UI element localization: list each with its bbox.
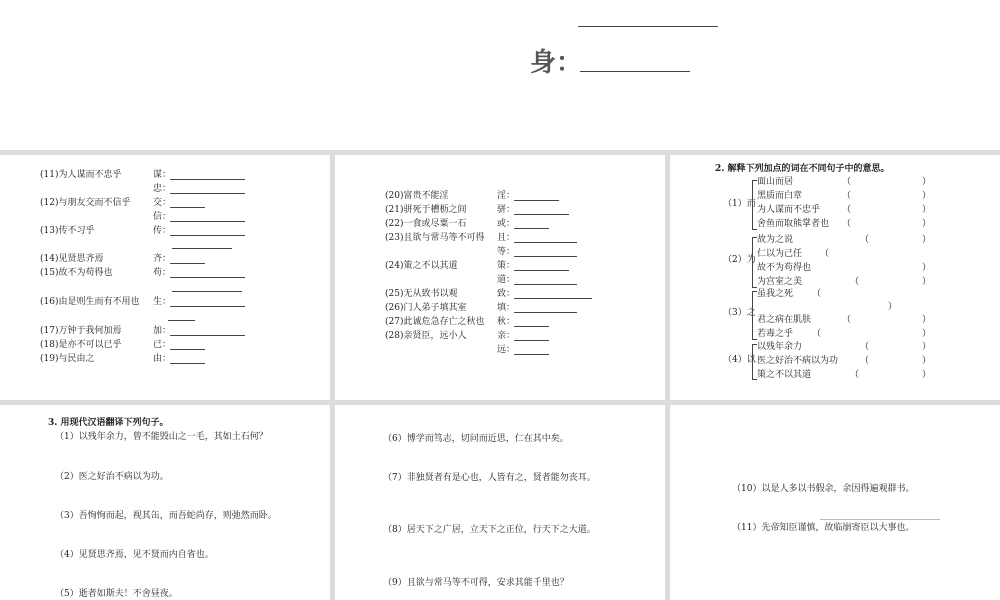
key-label: 已：	[153, 340, 172, 350]
question-text: (13)传不习乎	[40, 226, 95, 236]
key-label: 填：	[497, 303, 516, 313]
paren-close: ）	[922, 277, 932, 287]
answer-blank[interactable]	[170, 335, 245, 336]
translation-panel-3	[670, 405, 1000, 600]
key-label: 苟：	[153, 268, 172, 278]
translation-item: （7）非独贤者有是心也，人皆有之，贤者能勿丧耳。	[383, 473, 596, 483]
question-text: (19)与民由之	[40, 354, 95, 364]
example-sentence: 以残年余力	[757, 342, 803, 352]
question-text: (28)亲贤臣，远小人	[385, 331, 467, 341]
answer-blank[interactable]	[170, 349, 205, 350]
answer-blank[interactable]	[170, 363, 205, 364]
answer-blank[interactable]	[514, 312, 577, 313]
answer-blank[interactable]	[514, 200, 559, 201]
key-label: 加：	[153, 326, 172, 336]
answer-blank[interactable]	[170, 306, 245, 307]
question-text: (15)故不为苟得也	[40, 268, 113, 278]
divider	[820, 519, 940, 520]
paren-close: ）	[922, 370, 932, 380]
example-sentence: 仁以为己任	[757, 249, 803, 259]
translation-item: （9）且欲与常马等不可得，安求其能千里也？	[383, 578, 569, 588]
answer-blank[interactable]	[514, 256, 577, 257]
answer-blank[interactable]	[514, 326, 549, 327]
paren-open: （	[842, 205, 852, 215]
answer-blank[interactable]	[170, 277, 245, 278]
translation-item: （2）医之好治不病以为功。	[55, 472, 169, 482]
example-sentence: 若毒之乎	[757, 329, 794, 339]
question-text: (25)无从致书以观	[385, 289, 458, 299]
paren-open: （	[850, 370, 860, 380]
name-blank-line	[578, 26, 718, 27]
shen-blank-line	[580, 71, 690, 72]
answer-blank[interactable]	[170, 193, 245, 194]
translation-item: （6）博学而笃志，切问而近思，仁在其中矣。	[383, 434, 569, 444]
question-text: (17)万钟于我何加焉	[40, 326, 122, 336]
translation-item: （1）以残年余力，曾不能毁山之一毛，其如土石何？	[55, 432, 268, 442]
question-text: (22)一食或尽粟一石	[385, 219, 467, 229]
translation-panel-2	[335, 405, 665, 600]
question-text: (14)见贤思齐焉	[40, 254, 104, 264]
translation-item: （10）以是人多以书假余，余因得遍观群书。	[732, 484, 915, 494]
translation-item: （11）先帝知臣谨慎，故临崩寄臣以大事也。	[732, 523, 915, 533]
question-text: (11)为人谋而不忠乎	[40, 170, 122, 180]
key-label: 交：	[153, 198, 172, 208]
answer-blank[interactable]	[514, 214, 569, 215]
key-label: 齐：	[153, 254, 172, 264]
key-label: 由：	[153, 354, 172, 364]
paren-open: （	[842, 219, 852, 229]
answer-blank[interactable]	[170, 207, 205, 208]
answer-blank[interactable]	[514, 284, 577, 285]
answer-blank[interactable]	[514, 270, 569, 271]
key-label: 或：	[497, 219, 516, 229]
paren-open: （	[812, 289, 822, 299]
answer-blank[interactable]	[514, 228, 549, 229]
key-label: 等：	[497, 247, 516, 257]
group-label: （2）为	[723, 255, 756, 265]
paren-close: ）	[922, 263, 932, 273]
translation-panel-1	[0, 405, 330, 600]
section-title: 3. 用现代汉语翻译下列句子。	[48, 418, 169, 428]
question-text: (26)门人弟子填其室	[385, 303, 467, 313]
key-label: 亲：	[497, 331, 516, 341]
paren-close: ）	[922, 329, 932, 339]
shen-label: 身：	[530, 48, 583, 78]
answer-blank[interactable]	[170, 235, 245, 236]
example-sentence: 故为之说	[757, 235, 794, 245]
answer-blank[interactable]	[514, 242, 577, 243]
key-label: 骈：	[497, 205, 516, 215]
translation-item: （5）逝者如斯夫！不舍昼夜。	[55, 589, 178, 599]
question-text: (18)是亦不可以已乎	[40, 340, 122, 350]
paren-close: ）	[922, 191, 932, 201]
key-label: 谋：	[153, 170, 172, 180]
example-sentence: 黑质而白章	[757, 191, 803, 201]
question-text: (12)与朋友交而不信乎	[40, 198, 131, 208]
key-label: 淫：	[497, 191, 516, 201]
paren-close: ）	[922, 315, 932, 325]
group-label: （4）以	[723, 355, 756, 365]
example-sentence: 为宫室之美	[757, 277, 803, 287]
question-text: (27)此诚危急存亡之秋也	[385, 317, 485, 327]
answer-blank[interactable]	[172, 248, 232, 249]
answer-blank[interactable]	[172, 291, 242, 292]
paren-open: （	[850, 277, 860, 287]
answer-blank[interactable]	[514, 354, 549, 355]
paren-close: ）	[922, 205, 932, 215]
question-text: (23)且欲与常马等不可得	[385, 233, 485, 243]
key-label: 致：	[497, 289, 516, 299]
answer-blank[interactable]	[514, 340, 549, 341]
group-label: （3）之	[723, 308, 756, 318]
question-text: (24)策之不以其道	[385, 261, 458, 271]
answer-blank[interactable]	[170, 221, 245, 222]
section-title: 2. 解释下列加点的词在不同句子中的意思。	[715, 164, 890, 174]
paren-close: ）	[922, 235, 932, 245]
paren-open: （	[860, 235, 870, 245]
paren-close: ）	[888, 302, 898, 312]
example-sentence: 面山而居	[757, 177, 794, 187]
answer-blank[interactable]	[514, 298, 592, 299]
paren-close: ）	[922, 219, 932, 229]
example-sentence: 为人谋而不忠乎	[757, 205, 821, 215]
key-label: 生：	[153, 297, 172, 307]
example-sentence: 君之病在肌肤	[757, 315, 812, 325]
translation-item: （3）吾恂恂而起，视其缶，而吾蛇尚存，则弛然而卧。	[55, 511, 277, 521]
header-area	[0, 0, 1000, 150]
paren-close: ）	[922, 177, 932, 187]
translation-item: （4）见贤思齐焉，见不贤而内自省也。	[55, 550, 214, 560]
paren-open: （	[820, 249, 830, 259]
key-label: 道：	[497, 275, 516, 285]
paren-close: ）	[922, 356, 932, 366]
key-label: 信：	[153, 212, 172, 222]
paren-open: （	[842, 191, 852, 201]
key-label: 秋：	[497, 317, 516, 327]
key-label: 策：	[497, 261, 516, 271]
vocab-panel-1	[0, 155, 330, 400]
paren-open: （	[842, 315, 852, 325]
word-meaning-panel	[670, 155, 1000, 400]
question-text: (16)由是则生而有不用也	[40, 297, 140, 307]
paren-open: （	[842, 177, 852, 187]
example-sentence: 舍鱼而取熊掌者也	[757, 219, 830, 229]
key-label: 传：	[153, 226, 172, 236]
question-text: (20)富贵不能淫	[385, 191, 449, 201]
group-label: （1）而	[723, 199, 756, 209]
answer-blank[interactable]	[170, 179, 245, 180]
paren-open: （	[860, 356, 870, 366]
answer-blank[interactable]	[170, 263, 205, 264]
key-label: 且：	[497, 233, 516, 243]
key-label: 忠：	[153, 184, 172, 194]
example-sentence: 策之不以其道	[757, 370, 812, 380]
example-sentence: 医之好治不病以为功	[757, 356, 839, 366]
key-label: 远：	[497, 345, 516, 355]
example-sentence: 故不为苟得也	[757, 263, 812, 273]
translation-item: （8）居天下之广居，立天下之正位，行天下之大道。	[383, 525, 596, 535]
paren-open: （	[812, 329, 822, 339]
paren-close: ）	[922, 342, 932, 352]
vocab-panel-2	[335, 155, 665, 400]
question-text: (21)骈死于槽枥之间	[385, 205, 467, 215]
paren-open: （	[860, 342, 870, 352]
answer-blank[interactable]	[168, 320, 195, 321]
example-sentence: 虽我之死	[757, 289, 794, 299]
